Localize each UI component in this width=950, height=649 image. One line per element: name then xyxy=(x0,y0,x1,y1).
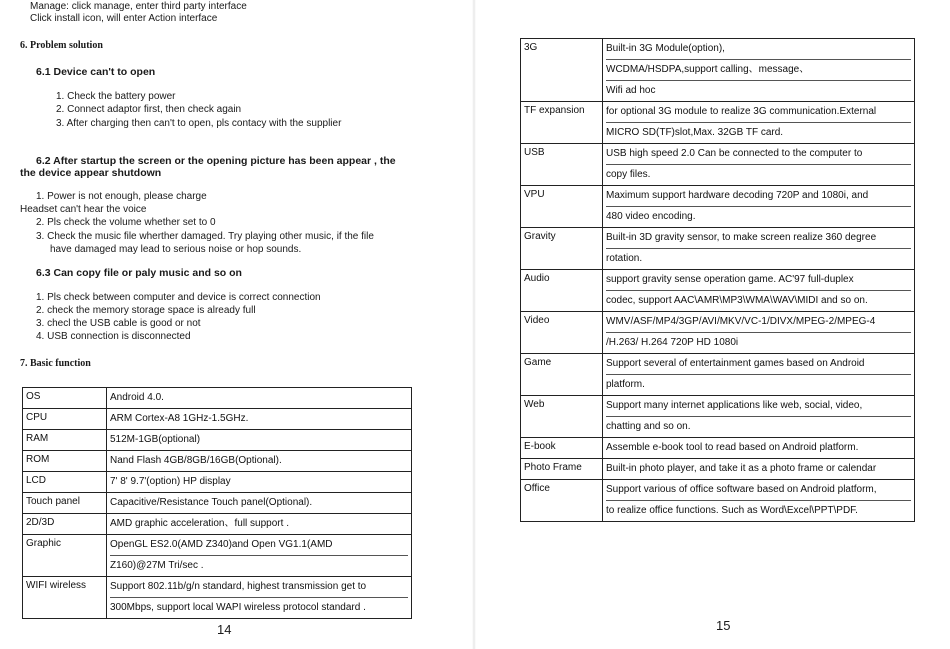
spec-value-line: Android 4.0. xyxy=(110,392,164,403)
spec-value-line: WMV/ASF/MP4/3GP/AVI/MKV/VC-1/DIVX/MPEG-2/MPEG-4 xyxy=(606,312,911,333)
spec-value-vpu xyxy=(603,186,915,228)
spec-value-office xyxy=(603,480,915,522)
spec-value-line: rotation. xyxy=(606,253,643,264)
spec-value-graphic xyxy=(107,535,412,577)
table-row xyxy=(521,396,915,438)
spec-value-line: 512M-1GB(optional) xyxy=(110,434,201,445)
spec-label-photo-frame: Photo Frame xyxy=(521,459,603,480)
spec-label-office: Office xyxy=(521,480,603,522)
spec-value-line: WCDMA/HSDPA,support calling、message、 xyxy=(606,60,911,81)
spec-value-game xyxy=(603,354,915,396)
spec-label-video: Video xyxy=(521,312,603,354)
s62-item-1: 1. Power is not enough, please charge xyxy=(36,191,207,202)
s62-item-2: 2. Pls check the volume whether set to 0 xyxy=(36,217,216,228)
s63-item-2: 2. check the memory storage space is already full xyxy=(36,305,256,316)
table-row xyxy=(521,39,915,102)
spec-label-game: Game xyxy=(521,354,603,396)
intro-line-2: Click install icon, will enter Action interface xyxy=(30,13,218,24)
page-number-15: 15 xyxy=(716,618,731,633)
table-row xyxy=(521,354,915,396)
spec-value-line: /H.263/ H.264 720P HD 1080i xyxy=(606,337,739,348)
spec-value-3g xyxy=(603,39,915,102)
table-row xyxy=(521,102,915,144)
table-row xyxy=(23,388,412,409)
s63-item-3: 3. checl the USB cable is good or not xyxy=(36,318,201,329)
spec-value-line: chatting and so on. xyxy=(606,421,691,432)
table-row xyxy=(521,228,915,270)
s63-item-1: 1. Pls check between computer and device is correct connection xyxy=(36,292,321,303)
spec-value-usb xyxy=(603,144,915,186)
section-7-heading: 7. Basic function xyxy=(20,358,91,369)
basic-function-table xyxy=(22,387,412,619)
spec-value-os xyxy=(107,388,412,409)
spec-label-rom: ROM xyxy=(23,451,107,472)
spec-value-line: MICRO SD(TF)slot,Max. 32GB TF card. xyxy=(606,127,784,138)
spec-value-line: to realize office functions. Such as Word\Excel\PPT\PDF. xyxy=(606,505,858,516)
spec-value-line: copy files. xyxy=(606,169,651,180)
spec-label-gravity: Gravity xyxy=(521,228,603,270)
spec-label-3g: 3G xyxy=(521,39,603,102)
spec-label-audio: Audio xyxy=(521,270,603,312)
spec-value-line: Support several of entertainment games based on Android xyxy=(606,354,911,375)
table-row xyxy=(23,472,412,493)
section-6-2-heading: 6.2 After startup the screen or the opening picture has been appear , the xyxy=(36,155,396,167)
spec-value-lcd xyxy=(107,472,412,493)
spec-value-line: platform. xyxy=(606,379,645,390)
spec-label-ram: RAM xyxy=(23,430,107,451)
s62-item-3: 3. Check the music file wherther damaged. Try playing other music, if the file xyxy=(36,231,374,242)
spec-value-line: support gravity sense operation game. AC'97 full-duplex xyxy=(606,270,911,291)
table-row xyxy=(23,430,412,451)
spec-label-usb: USB xyxy=(521,144,603,186)
right-page xyxy=(478,0,950,649)
spec-label-vpu: VPU xyxy=(521,186,603,228)
spec-value-line: Support many internet applications like web, social, video, xyxy=(606,396,911,417)
table-row xyxy=(521,312,915,354)
intro-line-1: Manage: click manage, enter third party interface xyxy=(30,1,247,12)
section-6-1-heading: 6.1 Device can't to open xyxy=(36,66,156,78)
feature-table xyxy=(520,38,915,522)
spec-value-line: codec, support AAC\AMR\MP3\WMA\WAV\MIDI and so on. xyxy=(606,295,868,306)
s62-subheading: Headset can't hear the voice xyxy=(20,204,147,215)
spec-value-line: Assemble e-book tool to read based on Android platform. xyxy=(606,442,859,453)
spec-value-photo-frame xyxy=(603,459,915,480)
spec-label-wifi-wireless: WIFI wireless xyxy=(23,577,107,619)
spec-value-line: Wifi ad hoc xyxy=(606,85,656,96)
section-6-3-heading: 6.3 Can copy file or paly music and so on xyxy=(36,267,242,279)
table-row xyxy=(521,480,915,522)
spec-value-line: ARM Cortex-A8 1GHz-1.5GHz. xyxy=(110,413,249,424)
s62-item-3-cont: have damaged may lead to serious noise or hop sounds. xyxy=(50,244,302,255)
spec-value-line: Built-in 3D gravity sensor, to make screen realize 360 degree xyxy=(606,228,911,249)
table-row xyxy=(521,270,915,312)
table-row xyxy=(23,514,412,535)
table-row xyxy=(521,459,915,480)
spec-value-web xyxy=(603,396,915,438)
table-row xyxy=(23,451,412,472)
spec-value-line: Built-in 3G Module(option), xyxy=(606,39,911,60)
spec-label-lcd: LCD xyxy=(23,472,107,493)
s61-item-2: 2. Connect adaptor first, then check again xyxy=(56,104,242,115)
spec-value-line: OpenGL ES2.0(AMD Z340)and Open VG1.1(AMD xyxy=(110,535,408,556)
spec-value-line: Capacitive/Resistance Touch panel(Optional). xyxy=(110,497,313,508)
spec-value-line: Z160)@27M Tri/sec . xyxy=(110,560,204,571)
spec-label-2d-3d: 2D/3D xyxy=(23,514,107,535)
page-number-14: 14 xyxy=(217,622,232,637)
spec-value-2d-3d xyxy=(107,514,412,535)
spec-value-line: Nand Flash 4GB/8GB/16GB(Optional). xyxy=(110,455,282,466)
spec-label-os: OS xyxy=(23,388,107,409)
spec-value-gravity xyxy=(603,228,915,270)
spec-value-cpu xyxy=(107,409,412,430)
left-page xyxy=(0,0,470,649)
spec-value-line: for optional 3G module to realize 3G communication.External xyxy=(606,102,911,123)
section-6-heading: 6. Problem solution xyxy=(20,40,103,51)
spec-value-line: Maximum support hardware decoding 720P and 1080i, and xyxy=(606,186,911,207)
s61-item-3: 3. After charging then can't to open, pls contacy with the supplier xyxy=(56,118,342,129)
spec-value-video xyxy=(603,312,915,354)
spec-value-line: 480 video encoding. xyxy=(606,211,696,222)
spec-value-line: USB high speed 2.0 Can be connected to the computer to xyxy=(606,144,911,165)
spec-label-web: Web xyxy=(521,396,603,438)
spec-label-touch-panel: Touch panel xyxy=(23,493,107,514)
spec-value-line: 300Mbps, support local WAPI wireless protocol standard . xyxy=(110,602,366,613)
table-row xyxy=(23,535,412,577)
table-row xyxy=(521,438,915,459)
spec-value-touch-panel xyxy=(107,493,412,514)
spec-value-line: Support 802.11b/g/n standard, highest transmission get to xyxy=(110,577,408,598)
spec-label-tf-expansion: TF expansion xyxy=(521,102,603,144)
s61-item-1: 1. Check the battery power xyxy=(56,91,176,102)
table-row xyxy=(521,186,915,228)
s63-item-4: 4. USB connection is disconnected xyxy=(36,331,191,342)
spec-value-line: Support various of office software based on Android platform, xyxy=(606,480,911,501)
spec-value-line: Built-in photo player, and take it as a photo frame or calendar xyxy=(606,463,877,474)
spec-label-e-book: E-book xyxy=(521,438,603,459)
spec-label-graphic: Graphic xyxy=(23,535,107,577)
spec-label-cpu: CPU xyxy=(23,409,107,430)
table-row xyxy=(521,144,915,186)
section-6-2-heading-cont: the device appear shutdown xyxy=(20,167,162,179)
spec-value-wifi-wireless xyxy=(107,577,412,619)
spec-value-rom xyxy=(107,451,412,472)
table-row xyxy=(23,493,412,514)
spec-value-ram xyxy=(107,430,412,451)
book-gutter xyxy=(472,0,476,649)
spec-value-e-book xyxy=(603,438,915,459)
spec-value-line: 7' 8' 9.7'(option) HP display xyxy=(110,476,231,487)
spec-value-tf-expansion xyxy=(603,102,915,144)
spec-value-line: AMD graphic acceleration、full support . xyxy=(110,518,289,529)
table-row xyxy=(23,577,412,619)
spec-value-audio xyxy=(603,270,915,312)
table-row xyxy=(23,409,412,430)
